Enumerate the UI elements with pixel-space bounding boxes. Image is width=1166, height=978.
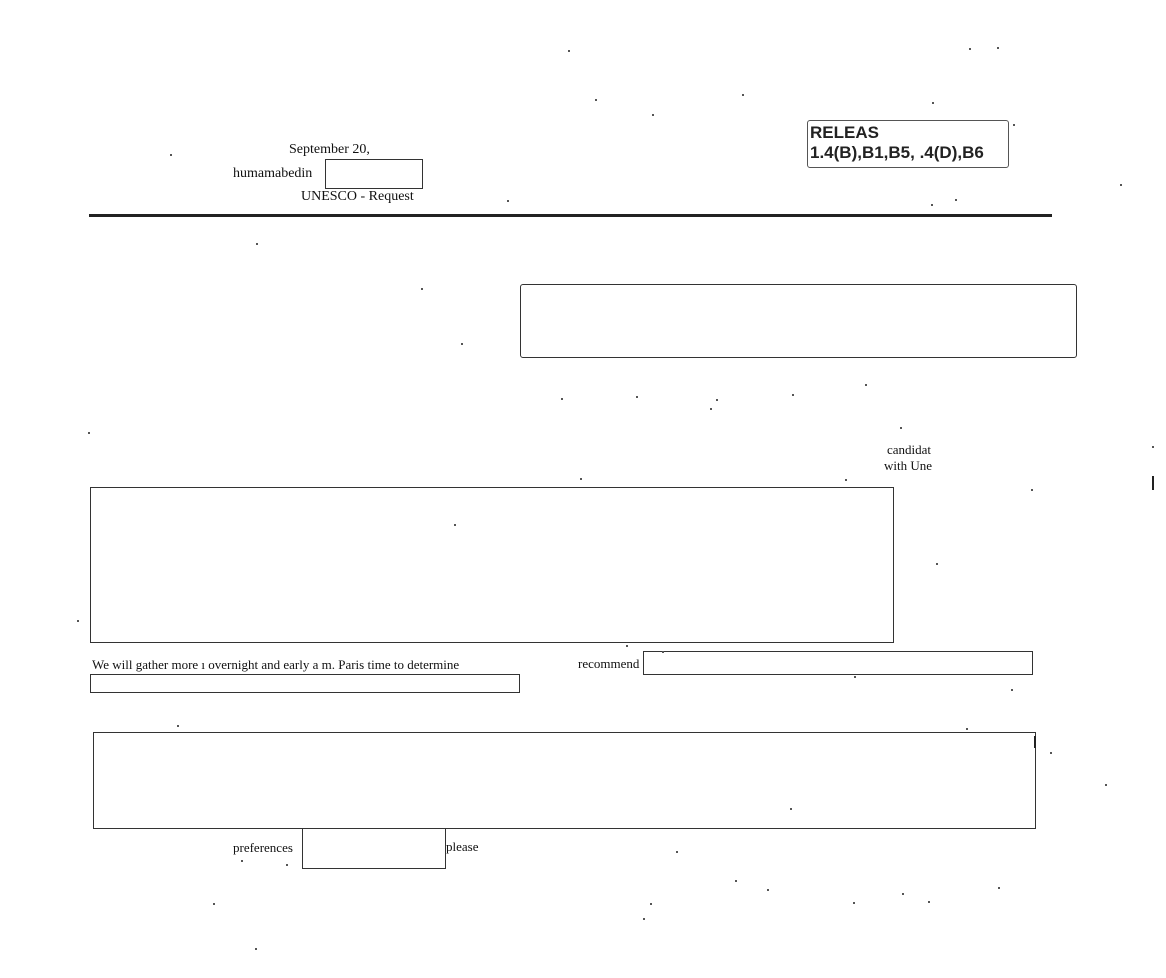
redaction-box-3 <box>93 732 1036 829</box>
scan-speck <box>662 651 664 653</box>
release-stamp-line2: 1.4(B),B1,B5, .4(D),B6 <box>810 143 984 162</box>
scan-speck <box>636 396 638 398</box>
please-label: please <box>446 839 479 854</box>
scan-speck <box>454 524 456 526</box>
scan-speck <box>742 94 744 96</box>
scan-speck <box>1105 784 1107 786</box>
scan-speck <box>650 903 652 905</box>
scan-speck <box>77 620 79 622</box>
scan-speck <box>997 47 999 49</box>
scan-speck <box>626 645 628 647</box>
scan-speck <box>969 48 971 50</box>
scan-speck <box>767 889 769 891</box>
scan-speck <box>735 880 737 882</box>
scan-speck <box>966 728 968 730</box>
scan-speck <box>256 243 258 245</box>
scan-speck <box>170 154 172 156</box>
scan-speck <box>902 893 904 895</box>
scan-speck <box>1152 446 1154 448</box>
scan-speck <box>790 808 792 810</box>
scan-speck <box>88 432 90 434</box>
scan-speck <box>998 887 1000 889</box>
scan-speck <box>928 901 930 903</box>
header-divider <box>89 214 1052 217</box>
preferences-label: preferences <box>233 840 293 855</box>
scan-speck <box>900 427 902 429</box>
scan-speck <box>1011 689 1013 691</box>
gather-sentence: We will gather more ı overnight and early a m. Paris time to determine <box>92 657 460 672</box>
scan-speck <box>710 408 712 410</box>
scan-speck <box>865 384 867 386</box>
release-stamp-line1: RELEAS <box>810 123 879 142</box>
scan-speck <box>507 200 509 202</box>
scan-speck <box>1050 752 1052 754</box>
scan-speck <box>255 948 257 950</box>
scan-speck <box>213 903 215 905</box>
memo-subject: UNESCO - Request <box>301 189 414 204</box>
redaction-box-1 <box>520 284 1077 358</box>
fragment-with: with Une <box>884 458 933 473</box>
fragment-candidate: candidat <box>887 442 932 457</box>
scan-speck <box>716 399 718 401</box>
scan-mark <box>1152 476 1154 490</box>
redaction-box-preferences <box>302 828 446 869</box>
scan-speck <box>931 204 933 206</box>
scan-speck <box>652 114 654 116</box>
redaction-box-gather <box>90 674 520 693</box>
scan-speck <box>854 676 856 678</box>
scan-speck <box>792 394 794 396</box>
scan-speck <box>936 563 938 565</box>
scan-speck <box>568 50 570 52</box>
scan-speck <box>845 479 847 481</box>
scan-speck <box>955 199 957 201</box>
redaction-box-from <box>325 159 423 189</box>
scan-speck <box>461 343 463 345</box>
scan-speck <box>1031 489 1033 491</box>
scan-speck <box>643 918 645 920</box>
scan-speck <box>676 851 678 853</box>
memo-from: humamabedin <box>233 166 313 181</box>
release-stamp <box>807 120 1009 168</box>
scan-speck <box>421 288 423 290</box>
scan-speck <box>177 725 179 727</box>
scan-speck <box>580 478 582 480</box>
scan-speck <box>1120 184 1122 186</box>
scan-speck <box>286 864 288 866</box>
redaction-box-2 <box>90 487 894 643</box>
memo-date: September 20, <box>289 142 370 157</box>
scan-speck <box>1013 124 1015 126</box>
scan-speck <box>561 398 563 400</box>
scan-speck <box>932 102 934 104</box>
recommend-label: recommend <box>578 656 640 671</box>
redaction-box-recommend <box>643 651 1033 675</box>
scan-speck <box>853 902 855 904</box>
margin-mark <box>1034 736 1036 748</box>
scan-speck <box>595 99 597 101</box>
scan-speck <box>241 860 243 862</box>
